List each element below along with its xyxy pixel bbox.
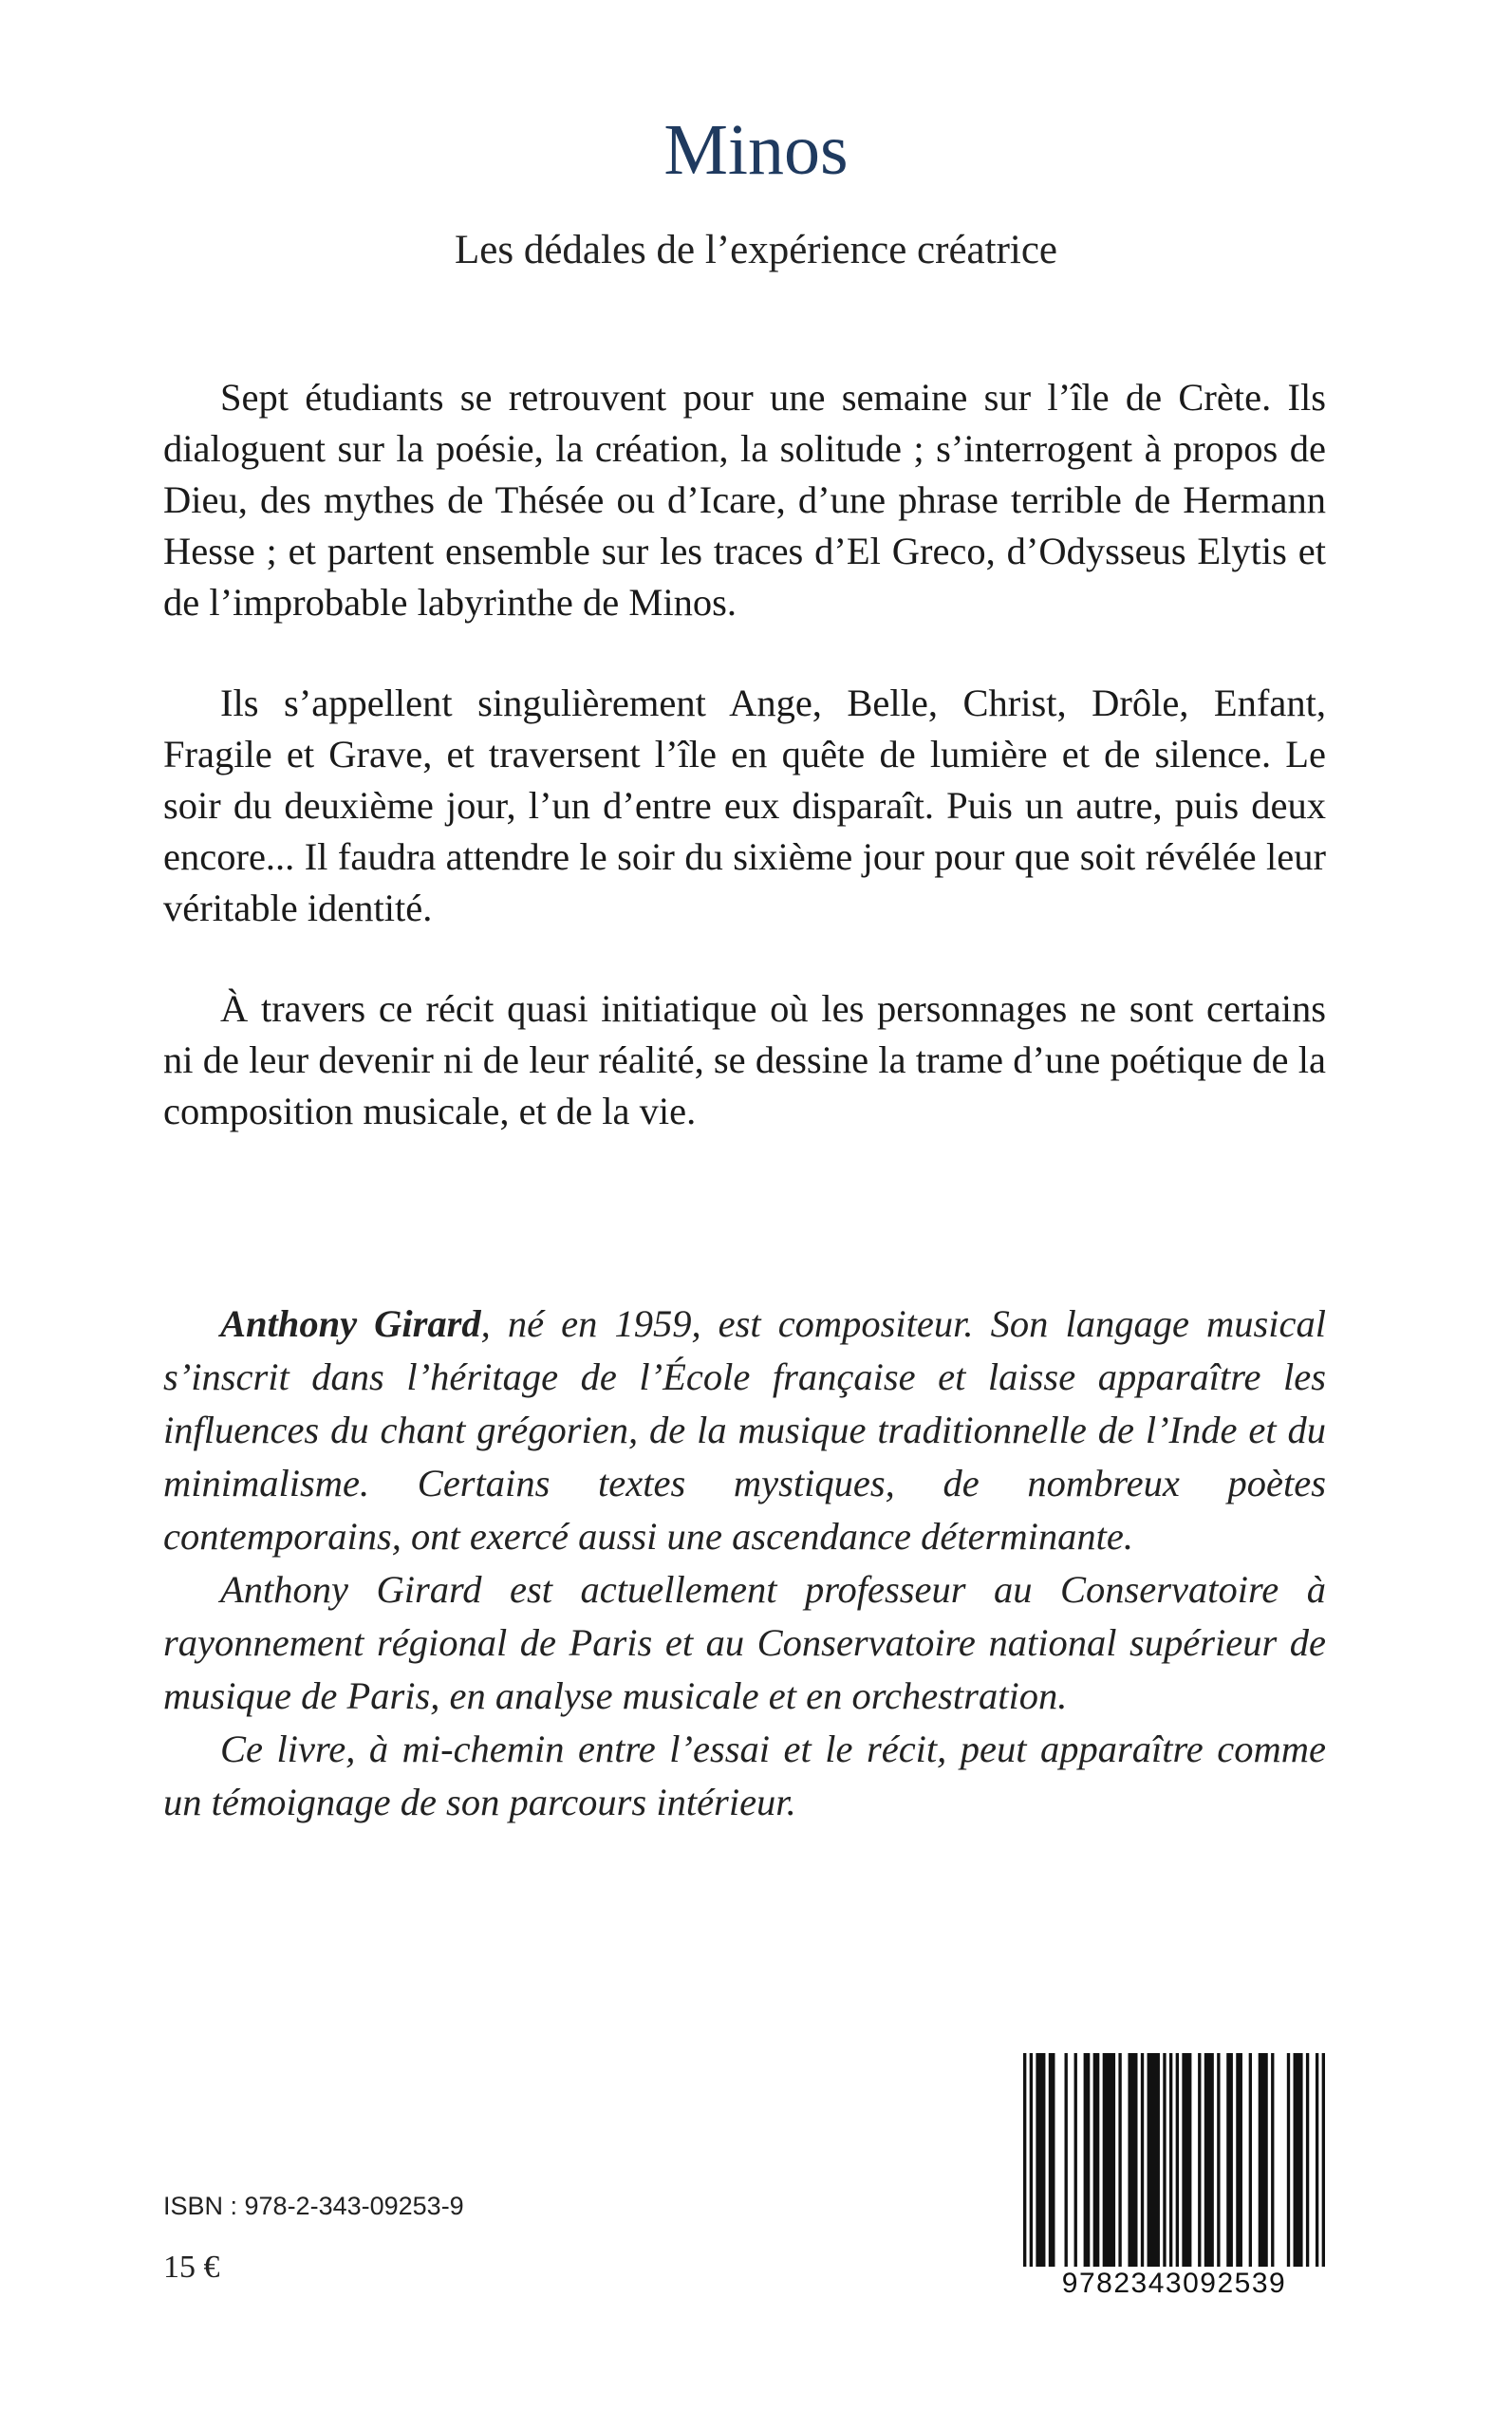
- barcode-bar: [1226, 2053, 1233, 2267]
- barcode-bar: [1023, 2053, 1026, 2267]
- barcode-bar: [1176, 2053, 1179, 2267]
- barcode-bar: [1322, 2053, 1325, 2267]
- synopsis-paragraph-2: Ils s’appellent singulièrement Ange, Belle, Christ, Drôle, Enfant, Fragile et Grave, et traversent l’île en quête de lumière et de silence. Le soir du deuxième jour, l’un d’entre eux disparaît. Puis un autre, puis deux encore... Il faudra attendre le soir du sixième jour pour que soit révélée leur véritable identité.: [163, 682, 1326, 929]
- barcode-bar: [1287, 2053, 1290, 2267]
- barcode-bar: [1163, 2053, 1166, 2267]
- barcode-bar: [1182, 2053, 1191, 2267]
- barcode-bar: [1084, 2053, 1091, 2267]
- barcode-bar: [1074, 2053, 1077, 2267]
- barcode-bar: [1198, 2053, 1201, 2267]
- bio-paragraph-3: Ce livre, à mi-chemin entre l’essai et le récit, peut apparaître comme un témoignage de son parcours intérieur.: [163, 1728, 1326, 1823]
- barcode-bar: [1236, 2053, 1242, 2267]
- book-subtitle: Les dédales de l’expérience créatrice: [454, 228, 1058, 272]
- barcode-bar: [1049, 2053, 1055, 2267]
- price-label: 15 €: [163, 2250, 220, 2285]
- barcode-bar: [1204, 2053, 1214, 2267]
- barcode-bar: [1306, 2053, 1309, 2267]
- bio-paragraph-1: [163, 1298, 1326, 1563]
- bio-paragraph-2: Anthony Girard est actuellement professeur au Conservatoire à rayonnement régional de Paris et au Conservatoire national supérieur de musique de Paris, en analyse musicale et en orchestration.: [163, 1568, 1326, 1717]
- barcode-bar: [1141, 2053, 1144, 2267]
- barcode-digits: 9782343092539: [1061, 2268, 1287, 2299]
- barcode-bar: [1065, 2053, 1068, 2267]
- barcode: [1023, 2053, 1325, 2326]
- barcode-bar: [1103, 2053, 1115, 2267]
- bio-paragraph-1-text: , né en 1959, est compositeur. Son langage musical s’inscrit dans l’héritage de l’École française et laisse apparaître les influences du chant grégorien, de la musique traditionnelle de l’Inde et du minimalisme. Certains textes mystiques, de nombreux poètes contemporains, ont exercé aussi une ascendance déterminante.: [163, 1302, 1326, 1558]
- book-title: Minos: [663, 110, 849, 190]
- barcode-bar: [1217, 2053, 1220, 2267]
- barcode-bar: [1036, 2053, 1045, 2267]
- isbn-label: ISBN : 978-2-343-09253-9: [163, 2192, 464, 2220]
- barcode-bar: [1249, 2053, 1252, 2267]
- barcode-bar: [1316, 2053, 1318, 2267]
- barcode-bar: [1093, 2053, 1100, 2267]
- synopsis-paragraph-3: À travers ce récit quasi initiatique où les personnages ne sont certains ni de leur devenir ni de leur réalité, se dessine la trame d’une poétique de la composition musicale, et de la vie.: [163, 987, 1326, 1132]
- barcode-bar: [1030, 2053, 1033, 2267]
- barcode-bar: [1118, 2053, 1121, 2267]
- synopsis: [163, 372, 1326, 1186]
- synopsis-paragraph-1: Sept étudiants se retrouvent pour une semaine sur l’île de Crète. Ils dialoguent sur la poésie, la création, la solitude ; s’interrogent à propos de Dieu, des mythes de Thésée ou d’Icare, d’une phrase terrible de Hermann Hesse ; et partent ensemble sur les traces d’El Greco, d’Odysseus Elytis et de l’improbable labyrinthe de Minos.: [163, 376, 1326, 624]
- barcode-bar: [1294, 2053, 1303, 2267]
- barcode-bar: [1148, 2053, 1160, 2267]
- barcode-bar: [1169, 2053, 1172, 2267]
- barcode-bar: [1128, 2053, 1137, 2267]
- barcode-bar: [1271, 2053, 1274, 2267]
- author-name: Anthony Girard: [220, 1302, 481, 1345]
- barcode-bar: [1259, 2053, 1268, 2267]
- barcode-bars: [1023, 2053, 1325, 2267]
- author-bio: [163, 1298, 1326, 1829]
